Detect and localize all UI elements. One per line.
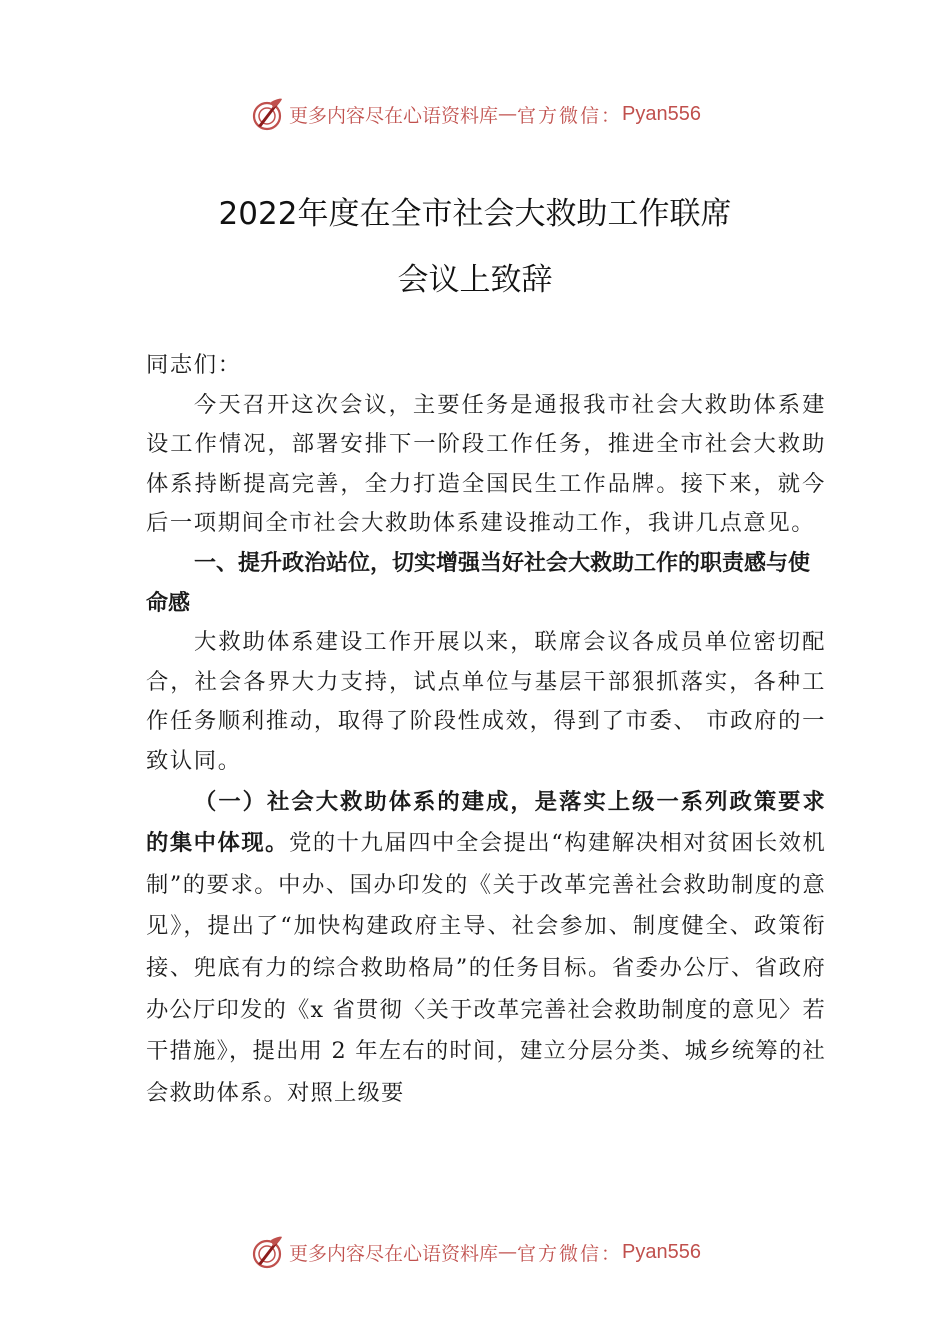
watermark-wechat-id: Pyan556 [622,1240,701,1263]
watermark-separator: — [498,103,518,125]
subsection-1 [146,782,826,1115]
watermark-label: 官方微信： [517,104,623,127]
paragraph-section-1: 大救助体系建设工作开展以来，联席会议各成员单位密切配合，社会各界大力支持，试点单位与基层干部狠抓落实，各种工作任务顺利推动，取得了阶段性成效，得到了市委、 市政府的一致认同。 [146,629,826,774]
paragraph-intro: 今天召开这次会议，主要任务是通报我市社会大救助体系建设工作情况，部署安排下一阶段工作任务，推进全市社会大救助体系持断提高完善，全力打造全国民生工作品牌。接下来，就今后一项期间全市社会大救助体系建设推动工作，我讲几点意见。 [146,391,826,537]
subsection-1-lead: （一）社会大救助体系的建成，是落实上级一系列政策要求的集中体现。 [146,788,826,857]
quill-seal-icon [249,96,285,132]
document-title-line-2: 会议上致辞 [397,262,553,298]
watermark-label: 官方微信： [517,1242,623,1265]
section-heading-1: 一、提升政治站位，切实增强当好社会大救助工作的职责感与使命感 [146,550,811,616]
document-body [146,346,826,1114]
salutation: 同志们： [146,352,242,378]
watermark-header [0,94,950,134]
watermark-wechat-id: Pyan556 [622,102,701,125]
watermark-separator: — [498,1241,518,1263]
watermark-main-text: 更多内容尽在心语资料库 [289,104,499,127]
subsection-1-text: 党的十九届四中全会提出“构建解决相对贫困长效机制”的要求。中办、国办印发的《关于改革完善社会救助制度的意见》，提出了“加快构建政府主导、社会参加、制度健全、政策衔接、兜底有力的综合救助格局”的任务目标。省委办公厅、省政府办公厅印发的《x 省贯彻〈关于改革完善社会救助制度的意见〉若干措施》，提出用 2 年左右的时间，建立分层分类、城乡统筹的社会救助体系。对照上级要 [146,830,826,1106]
watermark-main-text: 更多内容尽在心语资料库 [289,1242,499,1265]
quill-seal-icon [249,1234,285,1270]
document-title-line-1: 2022年度在全市社会大救助工作联席 [218,196,732,232]
watermark-footer [0,1232,950,1272]
